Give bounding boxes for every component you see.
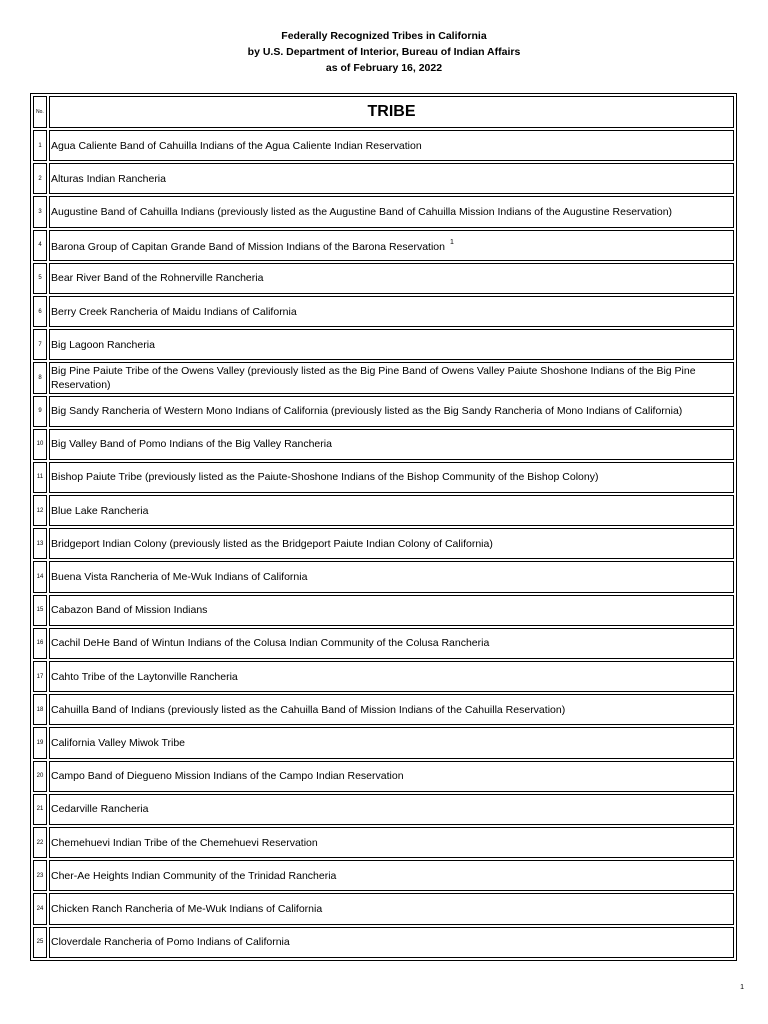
row-number: 18 (33, 694, 47, 725)
tribe-name: Big Valley Band of Pomo Indians of the Big Valley Rancheria (51, 438, 332, 451)
tribe-name: Campo Band of Diegueno Mission Indians of the Campo Indian Reservation (51, 770, 404, 783)
tribe-name-cell (49, 827, 734, 858)
tribes-table (30, 93, 737, 961)
row-number: 6 (33, 296, 47, 327)
table-row (33, 329, 734, 360)
tribe-name-cell (49, 196, 734, 227)
tribe-name-cell (49, 263, 734, 294)
row-number: 23 (33, 860, 47, 891)
tribe-name: Cahto Tribe of the Laytonville Rancheria (51, 670, 238, 683)
tribe-name: Agua Caliente Band of Cahuilla Indians of the Agua Caliente Indian Reservation (51, 139, 422, 152)
row-number: 5 (33, 263, 47, 294)
table-row (33, 561, 734, 592)
table-row (33, 230, 734, 261)
table-row (33, 362, 734, 393)
tribe-name: Bridgeport Indian Colony (previously listed as the Bridgeport Paiute Indian Colony of California) (51, 537, 493, 550)
table-row (33, 694, 734, 725)
page-number: 1 (740, 984, 744, 991)
row-number: 7 (33, 329, 47, 360)
tribe-name-cell (49, 495, 734, 526)
row-number: 17 (33, 661, 47, 692)
row-number: 4 (33, 230, 47, 261)
tribe-name: Berry Creek Rancheria of Maidu Indians of California (51, 305, 297, 318)
column-header-no: No. (33, 96, 47, 128)
row-number: 24 (33, 893, 47, 924)
tribe-name-cell (49, 927, 734, 958)
tribes-table-container (30, 93, 737, 961)
tribe-name: Chemehuevi Indian Tribe of the Chemehuevi Reservation (51, 836, 318, 849)
tribe-name-cell (49, 794, 734, 825)
tribe-name-cell (49, 860, 734, 891)
tribe-name-cell (49, 429, 734, 460)
table-row (33, 727, 734, 758)
table-row (33, 595, 734, 626)
row-number: 8 (33, 362, 47, 393)
tribe-name: California Valley Miwok Tribe (51, 736, 186, 749)
table-row (33, 130, 734, 161)
tribe-name: Blue Lake Rancheria (51, 504, 149, 517)
title-line-3: as of February 16, 2022 (325, 62, 443, 74)
tribe-name: Bear River Band of the Rohnerville Rancheria (51, 272, 264, 285)
row-number: 11 (33, 462, 47, 493)
row-number: 22 (33, 827, 47, 858)
table-row (33, 827, 734, 858)
document-header (0, 28, 768, 76)
tribe-name: Big Lagoon Rancheria (51, 338, 155, 351)
tribe-name-cell (49, 528, 734, 559)
table-row (33, 396, 734, 427)
tribe-name-cell (49, 362, 734, 393)
row-number: 14 (33, 561, 47, 592)
tribe-name-cell (49, 163, 734, 194)
tribe-name-cell (49, 595, 734, 626)
tribe-name-cell (49, 462, 734, 493)
title-line-2: by U.S. Department of Interior, Bureau of Indian Affairs (247, 46, 521, 58)
table-row (33, 462, 734, 493)
tribe-name-cell (49, 230, 734, 261)
tribe-name-cell (49, 661, 734, 692)
tribe-name: Augustine Band of Cahuilla Indians (previously listed as the Augustine Band of Cahuilla Mission Indians of the Augustine Reservation) (51, 205, 673, 218)
table-row (33, 429, 734, 460)
tribe-name: Cloverdale Rancheria of Pomo Indians of California (51, 936, 290, 949)
tribe-name: Big Sandy Rancheria of Western Mono Indians of California (previously listed as the Big Sandy Rancheria of Mono Indians of California) (51, 405, 683, 418)
tribe-name: Cabazon Band of Mission Indians (51, 604, 208, 617)
title-line-1: Federally Recognized Tribes in California (281, 30, 487, 42)
table-row (33, 196, 734, 227)
tribe-name-cell (49, 727, 734, 758)
row-number: 13 (33, 528, 47, 559)
tribe-name-cell (49, 893, 734, 924)
tribe-name-cell (49, 296, 734, 327)
tribe-name-cell (49, 329, 734, 360)
table-row (33, 794, 734, 825)
tribe-name: Alturas Indian Rancheria (51, 172, 166, 185)
tribe-name: Buena Vista Rancheria of Me-Wuk Indians of California (51, 571, 308, 584)
tribe-name-cell (49, 561, 734, 592)
tribe-name-cell (49, 396, 734, 427)
table-row (33, 263, 734, 294)
footnote-marker: 1 (450, 239, 454, 247)
tribe-name-cell (49, 694, 734, 725)
tribe-name-cell (49, 130, 734, 161)
table-row (33, 860, 734, 891)
table-row (33, 628, 734, 659)
tribe-name: Cachil DeHe Band of Wintun Indians of the Colusa Indian Community of the Colusa Rancheria (51, 637, 490, 650)
table-row (33, 528, 734, 559)
table-row (33, 761, 734, 792)
tribe-name: Big Pine Paiute Tribe of the Owens Valley (previously listed as the Big Pine Band of Owens Valley Paiute Shoshone Indians of the Big Pine Reservation) (51, 364, 696, 391)
row-number: 12 (33, 495, 47, 526)
row-number: 20 (33, 761, 47, 792)
column-header-tribe: TRIBE (49, 96, 734, 128)
row-number: 3 (33, 196, 47, 227)
row-number: 15 (33, 595, 47, 626)
tribe-name: Bishop Paiute Tribe (previously listed as the Paiute-Shoshone Indians of the Bishop Community of the Bishop Colony) (51, 471, 599, 484)
tribe-name: Cahuilla Band of Indians (previously listed as the Cahuilla Band of Mission Indians of the Cahuilla Reservation) (51, 703, 566, 716)
row-number: 16 (33, 628, 47, 659)
row-number: 9 (33, 396, 47, 427)
table-row (33, 893, 734, 924)
table-row (33, 163, 734, 194)
row-number: 10 (33, 429, 47, 460)
row-number: 19 (33, 727, 47, 758)
table-row (33, 927, 734, 958)
row-number: 2 (33, 163, 47, 194)
table-row (33, 661, 734, 692)
row-number: 21 (33, 794, 47, 825)
row-number: 1 (33, 130, 47, 161)
tribe-name-cell (49, 628, 734, 659)
tribe-name: Barona Group of Capitan Grande Band of Mission Indians of the Barona Reservation (51, 241, 445, 254)
tribe-name: Cedarville Rancheria (51, 803, 149, 816)
table-header-row (33, 96, 734, 128)
table-row (33, 495, 734, 526)
tribe-name: Chicken Ranch Rancheria of Me-Wuk Indians of California (51, 902, 323, 915)
tribe-name: Cher-Ae Heights Indian Community of the Trinidad Rancheria (51, 869, 337, 882)
row-number: 25 (33, 927, 47, 958)
tribe-name-cell (49, 761, 734, 792)
table-row (33, 296, 734, 327)
